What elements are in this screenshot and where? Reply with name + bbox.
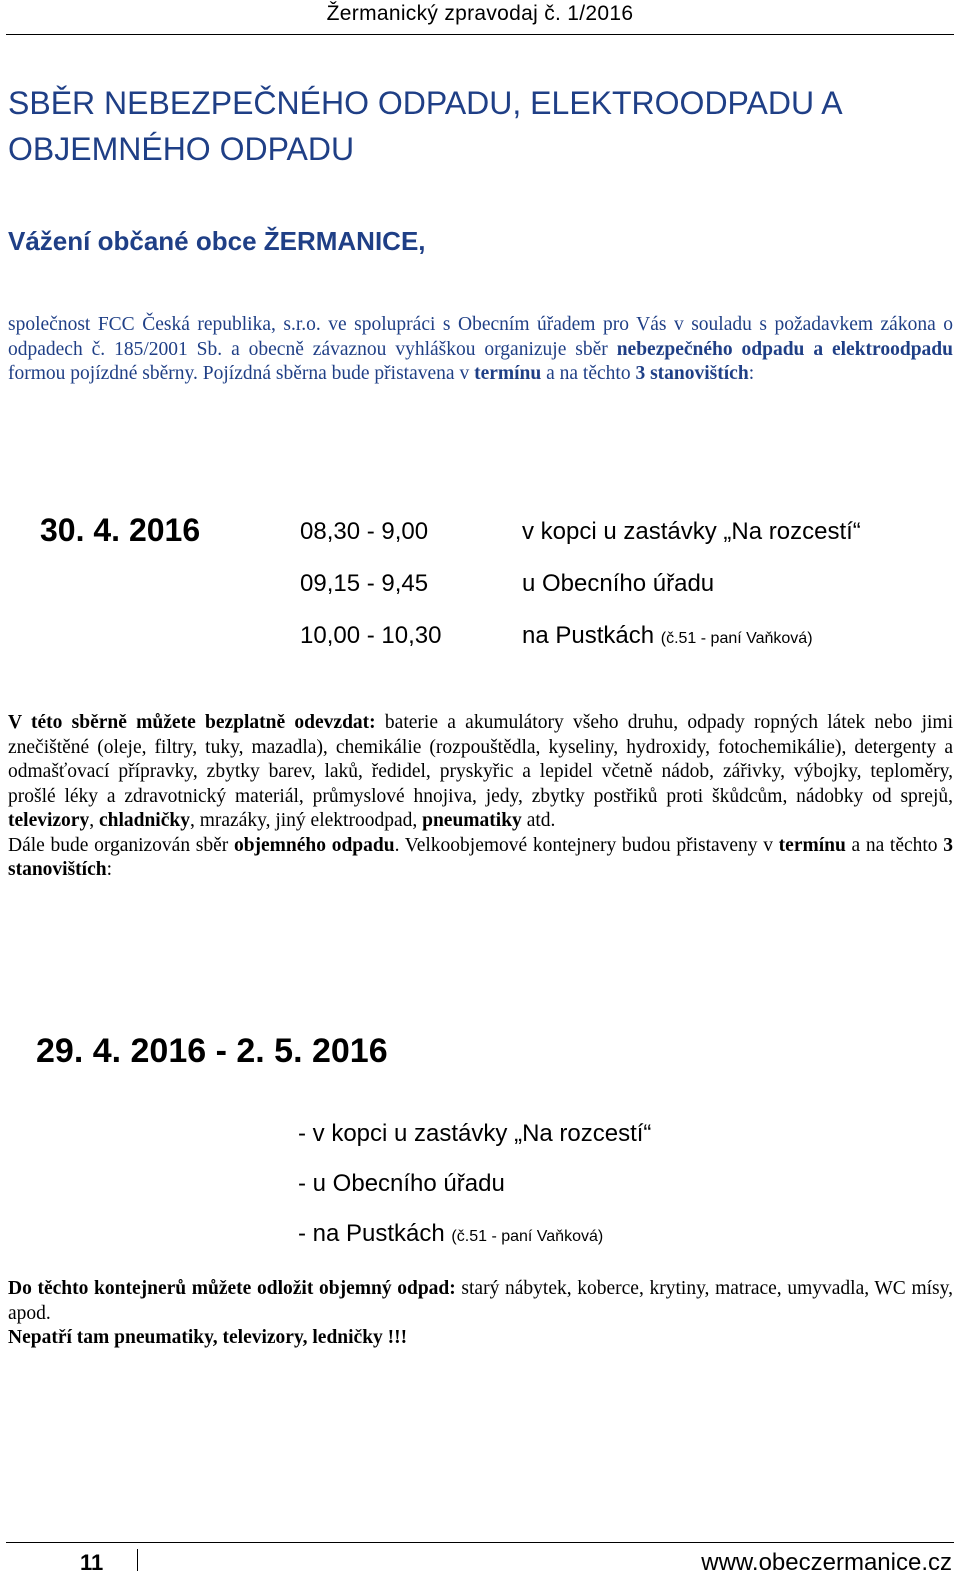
hazardous-bold: televizory xyxy=(8,810,90,831)
intro-bold: nebezpečného odpadu a elektroodpadu xyxy=(616,338,953,360)
collection-place xyxy=(522,518,861,546)
hazardous-bold: pneumatiky xyxy=(422,810,522,831)
location-text: - na Pustkách xyxy=(298,1220,452,1247)
place-text: na Pustkách xyxy=(522,622,661,649)
container-location xyxy=(298,1220,603,1248)
container-location xyxy=(298,1120,651,1148)
website-url: www.obeczermanice.cz xyxy=(701,1549,952,1576)
footer-rule xyxy=(6,1542,954,1543)
hazardous-text: atd. xyxy=(521,810,556,831)
collection-time: 10,00 - 10,30 xyxy=(300,622,442,649)
location-text: - v kopci u zastávky „Na rozcestí“ xyxy=(298,1120,652,1147)
intro-text: formou pojízdné sběrny. Pojízdná sběrna bude přistavena v xyxy=(8,363,475,384)
bulky-intro-bold: 3 stanovištích xyxy=(8,834,953,880)
location-text: - u Obecního úřadu xyxy=(298,1170,505,1197)
bulky-intro-text: . Velkoobjemové kontejnery budou přistaveny v xyxy=(394,834,779,856)
collection-date: 30. 4. 2016 xyxy=(40,512,201,548)
collection-time: 08,30 - 9,00 xyxy=(300,518,429,545)
bulky-intro-bold: objemného odpadu xyxy=(233,834,395,856)
hazardous-text: , xyxy=(89,810,99,831)
article-title xyxy=(8,80,953,172)
article-title-line2: OBJEMNÉHO ODPADU xyxy=(8,131,355,167)
intro-text: společnost FCC Česká republika, s.r.o. ve spolupráci s Obecním úřadem pro Vás v souladu s požadavkem zákona o odpadech č. 185/2001 Sb. a obecně závaznou vyhláškou organizuje sběr xyxy=(8,314,953,360)
footer-divider xyxy=(137,1549,138,1571)
place-text: u Obecního úřadu xyxy=(522,570,715,597)
greeting: Vážení občané obce ŽERMANICE, xyxy=(8,226,426,256)
schedule-row xyxy=(0,622,960,662)
bulky-warning: Nepatří tam pneumatiky, televizory, ledničky !!! xyxy=(8,1327,408,1348)
hazardous-text: , mrazáky, jiný elektroodpad, xyxy=(189,810,423,831)
newsletter-header: Žermanický zpravodaj č. 1/2016 xyxy=(326,2,634,25)
intro-text: a na těchto xyxy=(541,363,636,384)
bulky-intro-bold: termínu xyxy=(778,834,846,856)
container-location xyxy=(298,1170,505,1198)
place-note: (č.51 - paní Vaňková) xyxy=(660,630,813,647)
hazardous-bold: chladničky xyxy=(98,810,190,831)
bulky-bold: Do těchto kontejnerů můžete odložit objemný odpad: xyxy=(8,1278,456,1299)
intro-paragraph xyxy=(8,313,953,387)
location-note: (č.51 - paní Vaňková) xyxy=(451,1228,604,1245)
place-text: v kopci u zastávky „Na rozcestí“ xyxy=(522,518,861,545)
container-date-range: 29. 4. 2016 - 2. 5. 2016 xyxy=(36,1032,388,1070)
article-title-line1: SBĚR NEBEZPEČNÉHO ODPADU, ELEKTROODPADU A xyxy=(8,85,843,121)
intro-bold: termínu xyxy=(474,363,542,384)
hazardous-waste-paragraph xyxy=(8,711,953,883)
collection-place xyxy=(522,622,813,650)
bulky-waste-paragraph xyxy=(8,1277,953,1351)
schedule-row xyxy=(0,570,960,610)
bulky-intro-text: : xyxy=(106,859,113,880)
collection-time: 09,15 - 9,45 xyxy=(300,570,429,597)
collection-place xyxy=(522,570,714,598)
hazardous-bold: V této sběrně můžete bezplatně odevzdat: xyxy=(8,712,376,733)
page-number: 11 xyxy=(80,1550,104,1575)
bulky-intro-text: Dále bude organizován sběr xyxy=(8,834,234,856)
intro-text: : xyxy=(748,363,755,384)
hazardous-text: baterie a akumulátory všeho druhu, odpady ropných látek nebo jimi znečištěné (oleje, filtry, tuky, mazadla), chemikálie (rozpouštědla, kyseliny, hydroxidy, fotochemikálie), detergenty a odmašťovací přípravky, zbytky barev, laků, ředidel, pryskyřic a lepidel včetně nádob, zářivky, výbojky, teploměry, prošlé léky a zdravotnický materiál, průmyslové hnojiva, jedy, zbytky postřiků proti škůdcům, nádobky od sprejů, xyxy=(8,712,953,807)
intro-bold: 3 stanovištích xyxy=(635,363,749,384)
schedule-row xyxy=(0,512,960,558)
header-rule xyxy=(6,34,954,35)
bulky-text: starý nábytek, koberce, krytiny, matrace, umyvadla, WC mísy, apod. xyxy=(8,1278,954,1324)
bulky-intro-text: a na těchto xyxy=(845,834,944,856)
